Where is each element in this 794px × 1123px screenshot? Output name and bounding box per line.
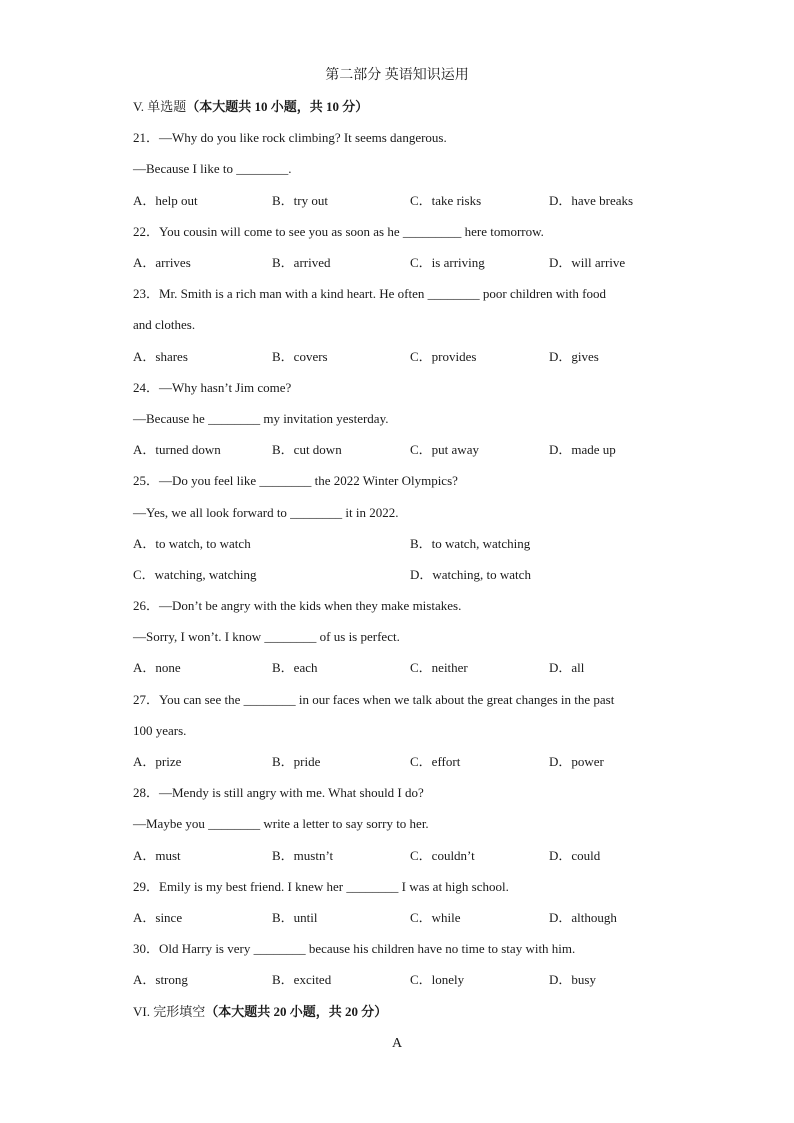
q22-option-c: C．is arriving xyxy=(410,255,485,270)
section-label: VI. 完形填空 xyxy=(133,1004,206,1019)
q29-option-a: A．since xyxy=(133,910,183,925)
q25-option-d: D．watching, to watch xyxy=(410,567,531,582)
q30-option-d: D．busy xyxy=(549,972,596,987)
question-26-reply: —Sorry, I won’t. I know ________ of us is perfect. xyxy=(133,629,400,644)
question-25-reply: —Yes, we all look forward to ________ it in 2022. xyxy=(133,505,399,520)
q21-option-a: A．help out xyxy=(133,193,198,208)
q30-option-a: A．strong xyxy=(133,972,188,987)
q26-option-a: A．none xyxy=(133,660,181,675)
q21-option-b: B．try out xyxy=(272,193,328,208)
q23-option-d: D．gives xyxy=(549,349,599,364)
q26-option-b: B．each xyxy=(272,660,318,675)
q23-option-b: B．covers xyxy=(272,349,328,364)
q27-option-b: B．pride xyxy=(272,754,321,769)
q25-option-a: A．to watch, to watch xyxy=(133,536,251,551)
q30-option-c: C．lonely xyxy=(410,972,465,987)
q29-option-d: D．although xyxy=(549,910,617,925)
q22-option-a: A．arrives xyxy=(133,255,191,270)
page-title: 第二部分 英语知识运用 xyxy=(325,68,469,83)
question-27-stem-cont: 100 years. xyxy=(133,723,187,738)
question-21-reply: —Because I like to ________. xyxy=(133,161,292,176)
q27-option-c: C．effort xyxy=(410,754,461,769)
section-info: （本大题共 10 小题，共 10 分） xyxy=(186,99,369,114)
q21-option-c: C．take risks xyxy=(410,193,482,208)
question-24-reply: —Because he ________ my invitation yesterday. xyxy=(133,411,389,426)
section-heading-cloze xyxy=(133,1004,387,1020)
q21-option-d: D．have breaks xyxy=(549,193,634,208)
q24-option-d: D．made up xyxy=(549,442,616,457)
q22-option-d: D．will arrive xyxy=(549,255,626,270)
q24-option-a: A．turned down xyxy=(133,442,221,457)
question-29-stem: 29．Emily is my best friend. I knew her ________ I was at high school. xyxy=(133,879,509,894)
q23-option-c: C．provides xyxy=(410,349,477,364)
q25-option-b: B．to watch, watching xyxy=(410,536,531,551)
q27-option-a: A．prize xyxy=(133,754,182,769)
q30-option-b: B．excited xyxy=(272,972,332,987)
question-25-stem: 25．—Do you feel like ________ the 2022 Winter Olympics? xyxy=(133,473,458,488)
question-27-stem: 27．You can see the ________ in our faces when we talk about the great changes in the past xyxy=(133,692,615,707)
q27-option-d: D．power xyxy=(549,754,604,769)
question-26-stem: 26．—Don’t be angry with the kids when they make mistakes. xyxy=(133,598,462,613)
q25-option-c: C．watching, watching xyxy=(133,567,257,582)
section-label: V. 单选题 xyxy=(133,99,187,114)
question-28-reply: —Maybe you ________ write a letter to say sorry to her. xyxy=(133,816,429,831)
q28-option-d: D．could xyxy=(549,848,601,863)
q26-option-c: C．neither xyxy=(410,660,468,675)
question-30-stem: 30．Old Harry is very ________ because his children have no time to stay with him. xyxy=(133,941,576,956)
question-28-stem: 28．—Mendy is still angry with me. What should I do? xyxy=(133,785,424,800)
q28-option-a: A．must xyxy=(133,848,181,863)
q29-option-c: C．while xyxy=(410,910,461,925)
q24-option-b: B．cut down xyxy=(272,442,342,457)
passage-label: A xyxy=(391,1036,403,1051)
section-info: （本大题共 20 小题，共 20 分） xyxy=(205,1004,388,1019)
q26-option-d: D．all xyxy=(549,660,585,675)
question-23-stem-cont: and clothes. xyxy=(133,317,196,332)
q23-option-a: A．shares xyxy=(133,349,188,364)
q28-option-b: B．mustn’t xyxy=(272,848,334,863)
question-21-stem: 21．—Why do you like rock climbing? It seems dangerous. xyxy=(133,130,447,145)
q22-option-b: B．arrived xyxy=(272,255,331,270)
question-24-stem: 24．—Why hasn’t Jim come? xyxy=(133,380,292,395)
q28-option-c: C．couldn’t xyxy=(410,848,475,863)
question-22-stem: 22．You cousin will come to see you as soon as he _________ here tomorrow. xyxy=(133,224,544,239)
section-heading-single-choice xyxy=(133,99,368,115)
question-23-stem: 23．Mr. Smith is a rich man with a kind heart. He often ________ poor children with food xyxy=(133,286,606,301)
q29-option-b: B．until xyxy=(272,910,318,925)
q24-option-c: C．put away xyxy=(410,442,479,457)
